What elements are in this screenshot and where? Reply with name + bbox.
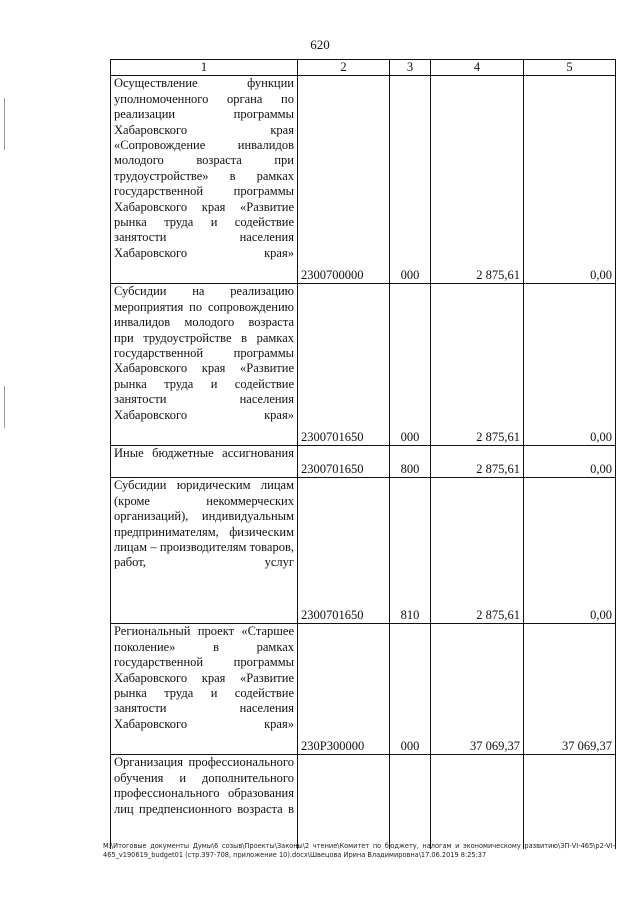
- row-name: Осуществление функции уполномоченного органа по реализации программы Хабаровского края «Сопровождение инвалидов молодого возраста при трудоустройстве» в рамках государственной программы Хабаровского края «Развитие рынка труда и содействие занятости населения Хабаровского края»: [111, 76, 298, 284]
- budget-table: [110, 59, 616, 849]
- column-header-2: 2: [298, 60, 390, 76]
- row-expense-type: [390, 755, 431, 849]
- row-name: Иные бюджетные ассигнования: [111, 446, 298, 478]
- row-code: 230P300000: [298, 624, 390, 755]
- table-row: [111, 284, 616, 446]
- footer-path-line-2: 465_v190619_budget01 (стр.397-708, приложение 10).docx\Швецова Ирина Владимировна\17.06.2019 8:25:37: [103, 851, 487, 859]
- row-name: Субсидии юридическим лицам (кроме некоммерческих организаций), индивидуальным предпринимателям, физическим лицам – производителям товаров, работ, услуг: [111, 478, 298, 624]
- column-header-3: 3: [390, 60, 431, 76]
- table-row: [111, 478, 616, 624]
- row-sum-2: [524, 755, 616, 849]
- footer-path-line-1: M:\Итоговые документы Думы\6 созыв\Проекты\Законы\2 чтение\Комитет по бюджету, налогам и экономическому развитию\ЗП-VI-465\р2-VI-: [103, 842, 615, 850]
- row-sum-1: 2 875,61: [431, 446, 524, 478]
- table-row: [111, 446, 616, 478]
- row-code: 2300701650: [298, 284, 390, 446]
- row-sum-1: 2 875,61: [431, 76, 524, 284]
- row-expense-type: 000: [390, 284, 431, 446]
- row-sum-1: 2 875,61: [431, 478, 524, 624]
- row-expense-type: 800: [390, 446, 431, 478]
- page-number: 620: [310, 37, 330, 52]
- row-sum-2: 37 069,37: [524, 624, 616, 755]
- document-path-footer: [103, 842, 615, 860]
- row-sum-2: 0,00: [524, 76, 616, 284]
- row-sum-1: [431, 755, 524, 849]
- column-header-5: 5: [524, 60, 616, 76]
- scan-edge-mark: [4, 386, 5, 428]
- row-name: Субсидии на реализацию мероприятия по сопровождению инвалидов молодого возраста при трудоустройстве в рамках государственной программы Хабаровского края «Развитие рынка труда и содействие занятости населения Хабаровского края»: [111, 284, 298, 446]
- row-code: [298, 755, 390, 849]
- row-name: Региональный проект «Старшее поколение» в рамках государственной программы Хабаровского края «Развитие рынка труда и содействие занятости населения Хабаровского края»: [111, 624, 298, 755]
- table-header-row: [111, 60, 616, 76]
- row-expense-type: 810: [390, 478, 431, 624]
- column-header-1: 1: [111, 60, 298, 76]
- scan-edge-mark: [4, 98, 5, 150]
- row-code: 2300700000: [298, 76, 390, 284]
- row-name: Организация профессионального обучения и дополнительного профессионального образования лиц предпенсионного возраста в: [111, 755, 298, 849]
- row-sum-1: 2 875,61: [431, 284, 524, 446]
- row-expense-type: 000: [390, 624, 431, 755]
- column-header-4: 4: [431, 60, 524, 76]
- row-sum-2: 0,00: [524, 446, 616, 478]
- row-code: 2300701650: [298, 478, 390, 624]
- row-expense-type: 000: [390, 76, 431, 284]
- table-row: [111, 755, 616, 849]
- row-sum-2: 0,00: [524, 284, 616, 446]
- row-sum-2: 0,00: [524, 478, 616, 624]
- row-code: 2300701650: [298, 446, 390, 478]
- table-row: [111, 76, 616, 284]
- table-row: [111, 624, 616, 755]
- row-sum-1: 37 069,37: [431, 624, 524, 755]
